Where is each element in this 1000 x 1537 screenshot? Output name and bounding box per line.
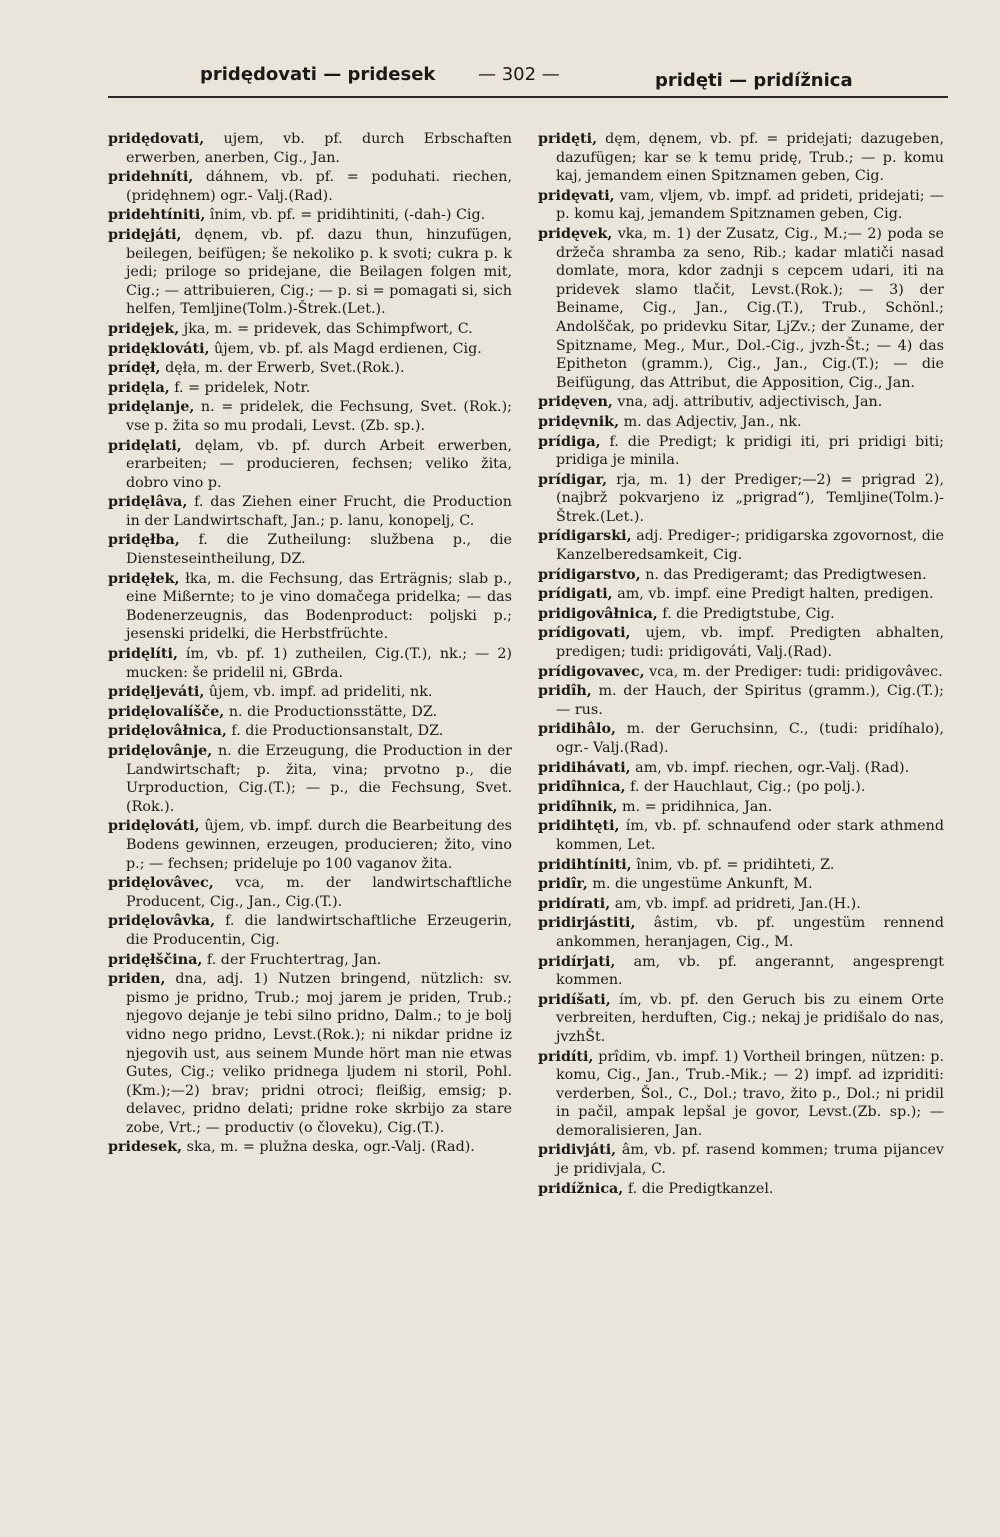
entry-definition: f. die Predigtstube, Cig.	[657, 605, 835, 622]
entry-definition: vca, m. der landwirtschaftliche Producent, Cig., Jan., Cig.(T.).	[126, 875, 512, 910]
entry-headword: pridęlanje,	[108, 399, 195, 416]
header-rule	[108, 96, 948, 98]
entry-definition: f. die Zutheilung: službena p., die Diensteseintheilung, DZ.	[126, 532, 512, 568]
entry-definition: f. die Predigt; k pridigi iti, pri pridigi biti; pridiga je minila.	[556, 433, 944, 469]
entry-definition: f. die Productionsanstalt, DZ.	[226, 723, 444, 740]
entry-headword: priden,	[108, 971, 166, 988]
dictionary-entry	[108, 645, 512, 682]
header-left-guide-words: pridędovati — pridesek	[200, 64, 436, 85]
left-column	[108, 130, 512, 1158]
dictionary-entry	[108, 683, 512, 702]
dictionary-entry	[108, 130, 512, 167]
entry-headword: pridírati,	[538, 895, 611, 912]
entry-headword: prídigar,	[538, 471, 608, 488]
entry-definition: ím, vb. pf. den Geruch bis zu einem Orte verbreiten, herduften, Cig.; nekaj je pridišalo do nas, jvzhŠt.	[556, 991, 944, 1045]
entry-headword: pridęklováti,	[108, 340, 210, 357]
entry-headword: prídigarstvo,	[538, 566, 641, 583]
entry-headword: pridęlovâvka,	[108, 913, 216, 930]
dictionary-entry	[538, 527, 944, 564]
entry-definition: m. = pridihnica, Jan.	[617, 798, 773, 815]
entry-definition: dęła, m. der Erwerb, Svet.(Rok.).	[160, 360, 405, 377]
entry-headword: pridęłščina,	[108, 951, 203, 968]
entry-definition: dáhnem, vb. pf. = poduhati. riechen, (pridęhnem) ogr.- Valj.(Rad).	[126, 169, 512, 204]
dictionary-entry	[538, 914, 944, 951]
dictionary-entry	[108, 970, 512, 1137]
entry-definition: rja, m. 1) der Prediger;—2) = prigrad 2), (najbrž pokvarjeno iz „prigrad“), Temljine(Tolm.)-Štrek.(Let.).	[556, 471, 944, 525]
entry-headword: prídęł,	[108, 360, 161, 377]
dictionary-entry	[538, 720, 944, 757]
entry-definition: ûjem, vb. pf. als Magd erdienen, Cig.	[209, 340, 482, 357]
dictionary-entry	[538, 953, 944, 990]
right-column	[538, 130, 944, 1199]
dictionary-entry	[538, 1048, 944, 1141]
entry-definition: ujem, vb. impf. Predigten abhalten, predigen; tudi: pridigováti, Valj.(Rad).	[556, 625, 944, 661]
entry-definition: înim, vb. pf. = pridihtiniti, (-dah-) Cig.	[205, 207, 486, 224]
dictionary-entry	[538, 433, 944, 470]
entry-definition: am, vb. impf. ad pridreti, Jan.(H.).	[610, 895, 861, 912]
entry-headword: pridihâlo,	[538, 721, 616, 738]
dictionary-entry	[108, 722, 512, 741]
dictionary-entry	[108, 206, 512, 225]
entry-definition: n. = pridelek, die Fechsung, Svet. (Rok.); vse p. žita so mu prodali, Levst. (Zb. sp.).	[126, 399, 512, 434]
entry-definition: prîdim, vb. impf. 1) Vortheil bringen, nützen: p. komu, Cig., Jan., Trub.-Mik.; — 2) impf. ad izpriditi: verderben, Šol., C., Dol.; travo, žito p., Dol.; ni pridil in pačil, ampak lepšal je govor, Levst.(Zb. sp.); — demoralisieren, Jan.	[556, 1048, 944, 1139]
entry-headword: pridesek,	[108, 1139, 183, 1156]
dictionary-entry	[538, 566, 944, 585]
entry-definition: f. die Predigtkanzel.	[623, 1180, 774, 1197]
entry-headword: pridęlovânje,	[108, 743, 213, 759]
entry-definition: ska, m. = plužna deska, ogr.-Valj. (Rad).	[182, 1139, 475, 1156]
dictionary-entry	[538, 798, 944, 817]
dictionary-entry	[538, 663, 944, 682]
entry-definition: łka, m. die Fechsung, das Erträgnis; slab p., eine Mißernte; to je vino domačega pridelka; — das Bodenerzeugnis, das Bodenproduct: poljski p.; jesenski pridelki, die Herbstfrüchte.	[126, 570, 512, 643]
entry-headword: pridęłba,	[108, 532, 180, 549]
dictionary-entry	[108, 703, 512, 722]
page-number: — 302 —	[478, 64, 560, 85]
entry-definition: m. die ungestüme Ankunft, M.	[587, 876, 813, 893]
entry-headword: pridęla,	[108, 379, 170, 396]
entry-headword: pridirjástiti,	[538, 915, 636, 932]
entry-headword: pridęłek,	[108, 570, 180, 587]
entry-definition: vam, vljem, vb. impf. ad prideti, pridejati; — p. komu kaj, jemandem Spitznamen geben, Cig.	[556, 187, 944, 223]
entry-headword: prídiga,	[538, 433, 601, 450]
entry-headword: pridęlováti,	[108, 818, 200, 835]
dictionary-entry	[538, 393, 944, 412]
entry-definition: dęnem, vb. pf. dazu thun, hinzufügen, beilegen, beifügen; še nekoliko p. k svoti; cukra p. k jedi; priloge so pridejane, die Beilagen folgen mit, Cig.; — attribuieren, Cig.; — p. si = pomagati si, sich helfen, Temljine(Tolm.)-Štrek.(Let.).	[126, 226, 512, 318]
entry-definition: n. die Productionsstätte, DZ.	[224, 703, 438, 720]
dictionary-entry	[108, 570, 512, 644]
dictionary-entry	[108, 951, 512, 970]
entry-headword: pridehníti,	[108, 169, 194, 186]
entry-headword: pridęjáti,	[108, 226, 182, 243]
entry-definition: adj. Prediger-; pridigarska zgovornost, die Kanzelberedsamkeit, Cig.	[556, 528, 944, 564]
dictionary-entry	[538, 1141, 944, 1178]
entry-definition: f. der Hauchlaut, Cig.; (po polj.).	[625, 779, 866, 796]
entry-headword: pridęlovalíšče,	[108, 703, 225, 720]
entry-definition: înim, vb. pf. = pridihteti, Z.	[631, 856, 835, 873]
entry-definition: n. das Predigeramt; das Predigtwesen.	[640, 566, 927, 583]
entry-definition: am, vb. impf. eine Predigt halten, predigen.	[612, 586, 934, 603]
entry-definition: f. die landwirtschaftliche Erzeugerin, die Producentin, Cig.	[126, 913, 512, 948]
page-header	[0, 58, 1000, 98]
entry-definition: n. die Erzeugung, die Production in der Landwirtschaft; p. žita, vina; prvotno p., die Urproduction, Cig.(T.); — p., die Fechsung, Svet.(Rok.).	[126, 743, 512, 815]
entry-definition: ûjem, vb. impf. ad prideliti, nk.	[204, 684, 433, 701]
entry-headword: pridihtíniti,	[538, 856, 632, 873]
entry-headword: pridęljeváti,	[108, 684, 205, 701]
dictionary-entry	[108, 493, 512, 530]
entry-definition: ujem, vb. pf. durch Erbschaften erwerben, anerben, Cig., Jan.	[126, 131, 512, 166]
entry-headword: pridihávati,	[538, 759, 631, 776]
entry-definition: am, vb. pf. angerannt, angesprengt kommen.	[556, 953, 944, 989]
entry-headword: prídigovati,	[538, 625, 631, 642]
entry-definition: f. das Ziehen einer Frucht, die Production in der Landwirtschaft, Jan.; p. lanu, konopelj, C.	[126, 494, 512, 529]
dictionary-entry	[108, 320, 512, 339]
entry-headword: pridęlovâvec,	[108, 875, 214, 892]
entry-headword: pridîr,	[538, 876, 588, 893]
dictionary-entry	[108, 817, 512, 873]
dictionary-entry	[108, 531, 512, 568]
entry-headword: pridęti,	[538, 131, 598, 147]
dictionary-entry	[538, 624, 944, 661]
entry-headword: pridîhnik,	[538, 798, 618, 815]
entry-headword: pridęlovâłnica,	[108, 723, 227, 740]
dictionary-entry	[538, 817, 944, 854]
entry-headword: prídigarski,	[538, 528, 632, 545]
dictionary-entry	[108, 168, 512, 205]
entry-headword: pridęvati,	[538, 187, 615, 204]
dictionary-entry	[108, 340, 512, 359]
dictionary-entry	[108, 398, 512, 435]
dictionary-entry	[538, 605, 944, 624]
dictionary-entry	[538, 471, 944, 527]
entry-headword: pridivjáti,	[538, 1142, 617, 1159]
entry-definition: f. = pridelek, Notr.	[169, 379, 311, 396]
entry-headword: pridęlâva,	[108, 494, 188, 511]
dictionary-entry	[108, 742, 512, 816]
entry-definition: dęm, dęnem, vb. pf. = pridejati; dazugeben, dazufügen; kar se k temu pridę, Trub.; — p. komu kaj, jemandem einen Spitznamen geben, Cig.	[556, 131, 944, 185]
entry-definition: âm, vb. pf. rasend kommen; truma pijancev je pridivjala, C.	[556, 1142, 944, 1178]
entry-headword: pridęlati,	[108, 437, 182, 454]
entry-definition: m. der Geruchsinn, C., (tudi: pridíhalo), ogr.- Valj.(Rad).	[556, 721, 944, 756]
dictionary-entry	[538, 856, 944, 875]
entry-headword: prídigati,	[538, 586, 613, 603]
entry-headword: pridehtíniti,	[108, 207, 206, 224]
entry-headword: pridíšati,	[538, 991, 611, 1008]
entry-definition: m. der Hauch, der Spiritus (gramm.), Cig.(T.); — rus.	[556, 683, 944, 718]
dictionary-entry	[538, 682, 944, 719]
dictionary-entry	[538, 187, 944, 224]
entry-definition: ím, vb. pf. schnaufend oder stark athmend kommen, Let.	[556, 818, 944, 853]
dictionary-entry	[538, 778, 944, 797]
entry-definition: vna, adj. attributiv, adjectivisch, Jan.	[612, 394, 883, 411]
entry-definition: âstim, vb. pf. ungestüm rennend ankommen, heranjagen, Cig., M.	[556, 915, 944, 950]
dictionary-entry	[108, 437, 512, 493]
dictionary-entry	[538, 991, 944, 1047]
entry-definition: ûjem, vb. impf. durch die Bearbeitung des Bodens gewinnen, erzeugen, producieren; žito, vino p.; — fechsen; prideluje po 100 vaganov žita.	[126, 818, 512, 872]
entry-headword: pridęjek,	[108, 320, 180, 337]
dictionary-entry	[108, 359, 512, 378]
dictionary-entry	[108, 226, 512, 319]
entry-definition: dęlam, vb. pf. durch Arbeit erwerben, erarbeiten; — producieren, fechsen; veliko žita, dobro vino p.	[126, 437, 512, 491]
dictionary-entry	[538, 413, 944, 432]
entry-headword: pridîhnica,	[538, 779, 626, 796]
entry-definition: vka, m. 1) der Zusatz, Cig., M.;— 2) poda se držeča shramba za seno, Rib.; kadar mlatiči nasad domlate, mora, kdor zadnji s cepcem udari, iti na pridevek slamo tlačit, Levst.(Rok.); — 3) der Beiname, Cig., Jan., Cig.(T.), Trub., Schönl.; Andolščak, po pridevku Sitar, LjZv.; der Zuname, der Spitzname, Meg., Mur., Dol.-Cig., jvzh-Št.; — 4) das Epitheton (gramm.), Cig., Jan., Cig.(T.); — die Beifügung, das Attribut, die Apposition, Cig., Jan.	[556, 225, 944, 391]
entry-headword: pridihtęti,	[538, 818, 620, 835]
entry-headword: pridîh,	[538, 683, 592, 700]
entry-headword: pridíti,	[538, 1048, 594, 1065]
entry-definition: vca, m. der Prediger: tudi: pridigovâvec.	[644, 663, 943, 680]
dictionary-entry	[108, 379, 512, 398]
dictionary-entry	[538, 585, 944, 604]
entry-headword: pridęven,	[538, 394, 613, 411]
entry-definition: f. der Fruchtertrag, Jan.	[202, 951, 382, 968]
entry-headword: pridęlíti,	[108, 646, 178, 663]
entry-headword: pridęvnik,	[538, 413, 620, 430]
entry-headword: prídigovavec,	[538, 663, 645, 680]
entry-definition: dna, adj. 1) Nutzen bringend, nützlich: sv. pismo je pridno, Trub.; moj jarem je priden, Trub.; njegovo dejanje je tebi silno pridno, Dalm.; to je bolj vidno nego pridno, Levst.(Rok.); ni nikdar pridne iz njegovih ust, aus seinem Munde hört man nie etwas Gutes, Cig.; veliko pridnega ljudem ni storil, Pohl.(Km.);—2) brav; pridni otroci; fleißig, emsig; p. delavec, pridno delati; pridne roke skrbijo za stare zobe, Vrt.; — productiv (o človeku), Cig.(T.).	[126, 971, 512, 1136]
header-right-guide-words: pridęti — pridížnica	[655, 70, 853, 91]
entry-headword: pridęvek,	[538, 225, 613, 242]
dictionary-entry	[538, 225, 944, 392]
dictionary-entry	[108, 912, 512, 949]
entry-headword: pridigovâłnica,	[538, 605, 658, 622]
dictionary-entry	[538, 875, 944, 894]
dictionary-entry	[538, 759, 944, 778]
dictionary-entry	[108, 1138, 512, 1157]
dictionary-entry	[108, 874, 512, 911]
entry-definition: jka, m. = pridevek, das Schimpfwort, C.	[179, 320, 473, 337]
entry-headword: pridędovati,	[108, 131, 205, 147]
dictionary-entry	[538, 130, 944, 186]
entry-headword: pridížnica,	[538, 1180, 624, 1197]
entry-definition: ím, vb. pf. 1) zutheilen, Cig.(T.), nk.; — 2) mucken: še pridelil ni, GBrda.	[126, 646, 512, 681]
entry-headword: pridírjati,	[538, 953, 616, 970]
dictionary-entry	[538, 895, 944, 914]
entry-definition: am, vb. impf. riechen, ogr.-Valj. (Rad).	[630, 759, 910, 776]
entry-definition: m. das Adjectiv, Jan., nk.	[619, 413, 802, 430]
dictionary-entry	[538, 1180, 944, 1199]
